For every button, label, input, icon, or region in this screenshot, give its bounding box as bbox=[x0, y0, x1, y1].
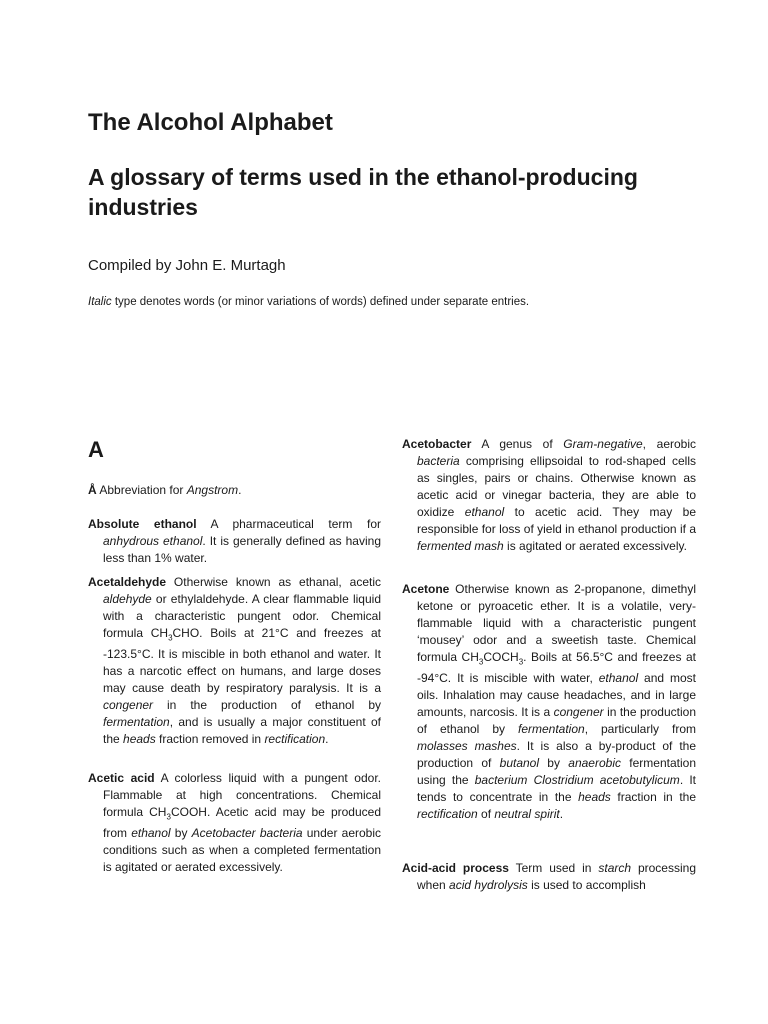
entry-text: , particularly from bbox=[584, 722, 696, 737]
glossary-entry-acetaldehyde bbox=[88, 574, 381, 748]
entry-text: . It tends to concentrate in the bbox=[417, 773, 696, 805]
entry-text: in the production of ethanol by bbox=[153, 698, 381, 713]
entry-text: . It is generally defined as having less than 1% water. bbox=[103, 534, 381, 565]
entry-text: fraction removed in bbox=[155, 732, 265, 747]
document-subtitle: A glossary of terms used in the ethanol-producing industries bbox=[88, 164, 638, 220]
entry-text: or ethylaldehyde. A clear flammable liquid with a characteristic pungent odor. Chemical formula CH bbox=[103, 592, 381, 640]
glossary-entry-angstrom bbox=[88, 482, 381, 499]
entry-term: Å bbox=[88, 483, 97, 497]
cross-reference: congener bbox=[553, 705, 604, 720]
entry-term: Acetone bbox=[402, 582, 450, 596]
entry-text: fraction in the bbox=[610, 790, 696, 805]
entry-text: COOH. Acetic acid may be produced from bbox=[103, 805, 381, 841]
entry-term: Acetic acid bbox=[88, 771, 155, 785]
italic-note bbox=[88, 294, 529, 310]
entry-text: by bbox=[539, 756, 569, 771]
entry-text: CHO. Boils at 21°C and freezes at -123.5°C. It is miscible in both ethanol and water. It has a narcotic effect on humans, and large doses may cause death by respiratory paralysis. It is a bbox=[103, 626, 381, 696]
entry-text: COCH bbox=[483, 650, 519, 664]
entry-text: is agitated or aerated excessively. bbox=[503, 539, 687, 553]
cross-reference: bacterium Clostridium acetobutylicum bbox=[474, 773, 680, 788]
entry-text: Otherwise known as 2-propanone, dimethyl ketone or pyroacetic ether. It is a volatile, very-flammable liquid with a characteristic pungent ‘mousey’ odor and a sweetish taste. Chemical formula CH bbox=[417, 582, 696, 664]
entry-text: , aerobic bbox=[642, 437, 697, 451]
cross-reference: neutral spirit bbox=[494, 807, 560, 822]
entry-text: . bbox=[559, 807, 564, 822]
cross-reference: fermentation bbox=[103, 715, 170, 730]
entry-term: Acetobacter bbox=[402, 437, 472, 451]
cross-reference: acid hydrolysis bbox=[449, 878, 528, 892]
formula-subscript: 3 bbox=[168, 633, 173, 643]
entry-text: , and is usually a major constituent of the bbox=[103, 715, 381, 747]
cross-reference: ethanol bbox=[598, 671, 639, 686]
glossary-entry-acetic-acid bbox=[88, 770, 381, 876]
entry-text: Otherwise known as ethanal, acetic bbox=[166, 575, 381, 589]
section-letter: A bbox=[88, 437, 104, 462]
entry-text: Term used in bbox=[508, 861, 599, 875]
entry-text: A pharmaceutical term for bbox=[196, 517, 381, 531]
entry-text: A genus of bbox=[471, 437, 564, 451]
entry-term: Absolute ethanol bbox=[88, 517, 197, 531]
entry-text: . bbox=[325, 732, 329, 747]
entry-text: processing when bbox=[417, 861, 696, 892]
document-title: The Alcohol Alphabet bbox=[88, 109, 333, 136]
entry-term: Acid-acid process bbox=[402, 861, 509, 875]
cross-reference: ethanol bbox=[464, 505, 505, 519]
glossary-entry-acetobacter bbox=[402, 436, 696, 555]
cross-reference: ethanol bbox=[131, 826, 171, 841]
entry-text: in the production of ethanol by bbox=[417, 705, 696, 737]
formula-subscript: 3 bbox=[478, 657, 484, 667]
entry-text: of bbox=[477, 807, 495, 822]
cross-reference: congener bbox=[103, 698, 154, 713]
cross-reference: anhydrous ethanol bbox=[103, 534, 203, 548]
cross-reference: Angstrom bbox=[186, 483, 239, 497]
entry-text: . Boils at 56.5°C and freezes at -94°C. It is miscible with water, bbox=[417, 650, 696, 686]
entry-text: and most oils. Inhalation may cause headaches, and in large amounts, narcosis. It is a bbox=[417, 671, 696, 720]
cross-reference: heads bbox=[123, 732, 156, 747]
cross-reference: aldehyde bbox=[103, 592, 152, 606]
cross-reference: rectification bbox=[417, 807, 478, 822]
entry-text: Abbreviation for bbox=[96, 483, 187, 497]
cross-reference: fermentation bbox=[517, 722, 585, 737]
entry-text: A colorless liquid with a pungent odor. Flammable at high concentrations. Chemical formula CH bbox=[103, 771, 381, 819]
cross-reference: Acetobacter bacteria bbox=[191, 826, 303, 841]
entry-text: is used to accomplish bbox=[527, 878, 646, 892]
cross-reference: fermented mash bbox=[417, 539, 504, 553]
cross-reference: bacteria bbox=[417, 454, 460, 468]
entry-text: . It is also a by-product of the production of bbox=[417, 739, 696, 771]
glossary-entry-acid-acid-process bbox=[402, 860, 696, 894]
cross-reference: starch bbox=[598, 861, 632, 875]
entry-text: comprising ellipsoidal to rod-shaped cells as singles, pairs or chains. Otherwise known as acetic acid or vinegar bacteria, they are able to oxidize bbox=[417, 454, 696, 519]
cross-reference: Gram-negative bbox=[563, 437, 643, 451]
formula-subscript: 3 bbox=[518, 657, 524, 667]
entry-text: . bbox=[238, 483, 242, 497]
cross-reference: molasses mashes bbox=[417, 739, 517, 754]
entry-text: to acetic acid. They may be responsible for loss of yield in ethanol production if a bbox=[417, 505, 697, 536]
cross-reference: anaerobic bbox=[568, 756, 621, 771]
glossary-entry-absolute-ethanol bbox=[88, 516, 381, 567]
entry-text: under aerobic conditions such as when a completed fermentation is agitated or aerated excessively. bbox=[103, 826, 381, 875]
entry-term: Acetaldehyde bbox=[88, 575, 167, 589]
entry-text: fermentation using the bbox=[417, 756, 696, 788]
cross-reference: heads bbox=[578, 790, 611, 805]
italic-note-text: type denotes words (or minor variations of words) defined under separate entries. bbox=[111, 296, 530, 308]
compiler-byline: Compiled by John E. Murtagh bbox=[88, 257, 286, 274]
cross-reference: butanol bbox=[499, 756, 540, 771]
cross-reference: rectification bbox=[264, 732, 326, 747]
glossary-entry-acetone bbox=[402, 581, 696, 823]
formula-subscript: 3 bbox=[166, 812, 171, 822]
entry-text: by bbox=[170, 826, 192, 841]
italic-note-emphasis: Italic bbox=[88, 296, 112, 308]
